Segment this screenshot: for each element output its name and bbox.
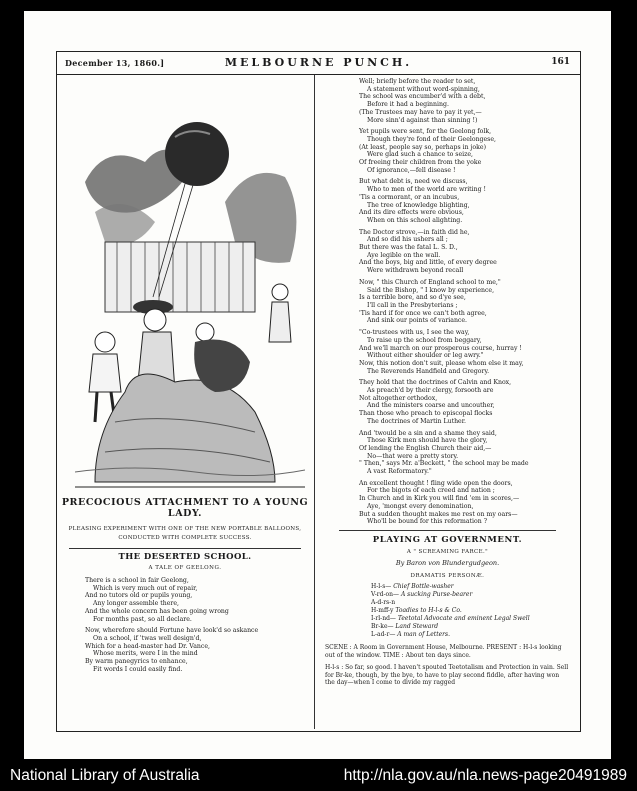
poem-line: I'll call in the Presbyterians ; <box>367 301 458 309</box>
poem-stanza <box>359 379 576 425</box>
poem-line: Though they're fond of their Geelongese, <box>367 135 496 143</box>
illustration-subtitle-line1: PLEASING EXPERIMENT WITH ONE OF THE NEW PORTABLE BALLOONS, <box>68 526 302 532</box>
cast-entry <box>371 631 576 639</box>
cast-role: A sucking Purse-bearer <box>399 590 473 598</box>
poem-line: And its dire effects were obvious, <box>359 209 464 217</box>
poem-stanza <box>359 480 576 526</box>
poem-line: No—that were a pretty story. <box>367 452 459 460</box>
poem-line: Well; briefly before the reader to set, <box>359 78 476 85</box>
poem-line: And the whole concern has been going wrong <box>85 607 229 615</box>
poem-line: On a school, if 'twas well design'd, <box>93 634 202 642</box>
poem-line: Whose merits, were I in the mind <box>93 650 198 658</box>
masthead-title: MELBOURNE PUNCH. <box>224 56 413 69</box>
poem-line: More sinn'd against than sinning !) <box>367 116 478 124</box>
dramatis-heading: DRAMATIS PERSONÆ. <box>410 572 485 579</box>
poem-line: Were glad such a chance to seize, <box>367 151 473 159</box>
poem-stanza <box>359 430 576 476</box>
poem-line: Before it had a beginning. <box>367 101 449 109</box>
poem-line: And sink our points of variance. <box>367 317 468 325</box>
cast-name: Br-ke— <box>371 622 394 630</box>
poem-line: An excellent thought ! fling wide open the doors, <box>359 479 513 487</box>
poem-line: Now, wherefore should Fortune have look'd so askance <box>85 627 259 635</box>
cast-entry <box>371 615 576 623</box>
poem-line: For the bigots of each creed and nation ; <box>367 487 495 495</box>
scene-dialogue: H-l-s : So far, so good. I haven't spouted Teetotalism and Protection in vain. Sell for Br-ke, though, by the bye, to have to play second fiddle, after having won the day—when I come to divide my ragged <box>325 664 569 687</box>
poem-line: Now, this notion don't suit, please whom else it may, <box>359 359 524 367</box>
poem-line: Which for a head-master had Dr. Vance, <box>85 642 210 650</box>
poem-line: Were withdrawn beyond recall <box>367 267 464 275</box>
cast-role: Teetotal Advocate and eminent Legal Swell <box>395 614 530 622</box>
poem-stanza <box>85 577 309 623</box>
balloon-illustration <box>75 92 305 492</box>
poem-line: Aye legible on the wall. <box>367 251 441 259</box>
poem-line: Said the Bishop, " I know by experience, <box>367 286 495 294</box>
cast-entry <box>371 591 576 599</box>
poem-stanza <box>85 627 309 673</box>
page-number: 161 <box>551 57 570 67</box>
article-title: THE DESERTED SCHOOL. <box>118 552 252 562</box>
footer-bar <box>0 759 637 791</box>
cast-name: L-ad-r— <box>371 630 396 638</box>
poem-line: And we'll march on our prosperous course, hurray ! <box>359 344 522 352</box>
poem-line: Not altogether orthodox, <box>359 394 438 402</box>
poem-line: Fit words I could easily find. <box>93 665 183 673</box>
poem-line: Is a terrible bore, and so d'ye see, <box>359 294 466 302</box>
engraving-image <box>75 92 305 492</box>
column-divider <box>314 75 315 729</box>
poem-line: A vast Reformatory." <box>367 468 432 476</box>
left-column <box>61 78 309 677</box>
cast-entry <box>371 607 576 615</box>
cast-role: A man of Letters. <box>395 630 451 638</box>
illustration-subtitle-line2: CONDUCTED WITH COMPLETE SUCCESS. <box>118 535 252 541</box>
poem-line: Than those who preach to episcopal flocks <box>359 410 493 418</box>
cast-name: I-rl-nd— <box>371 614 396 622</box>
poem-line: Which is very much out of repair, <box>93 584 198 592</box>
poem-stanza <box>359 279 576 325</box>
cast-list <box>319 583 576 639</box>
cast-name: V-rd-on— <box>371 590 400 598</box>
cast-role: Toadies to H-l-s & Co. <box>393 606 462 614</box>
poem-line: The school was encumber'd with a debt, <box>359 93 486 101</box>
poem-line: " Then," says Mr. a'Beckett, " the school may be made <box>359 460 529 468</box>
poem-line: The tree of knowledge blighting, <box>367 201 470 209</box>
cast-entry <box>371 599 576 607</box>
cast-role: Land Steward <box>393 622 439 630</box>
right-column <box>319 78 576 687</box>
poem-line: Without either shoulder or leg awry." <box>367 352 484 360</box>
cast-name: H-mff-y <box>371 606 394 614</box>
poem-right <box>319 78 576 526</box>
poem-line: Who'll be bound for this reformation ? <box>367 518 488 526</box>
poem-line: By warm panegyrics to enhance, <box>85 658 188 666</box>
cast-role: Chief Bottle-washer <box>391 582 454 590</box>
issue-date: December 13, 1860.] <box>65 58 165 68</box>
play-title: PLAYING AT GOVERNMENT. <box>372 534 523 545</box>
poem-line: And no tutors old or pupils young, <box>85 592 193 600</box>
poem-line: 'Tis hard if for once we can't both agree, <box>359 309 487 317</box>
illustration-subtitle <box>61 525 309 543</box>
poem-line: Aye, 'mongst every denomination, <box>367 502 474 510</box>
poem-stanza <box>359 178 576 224</box>
footer-library-name: National Library of Australia <box>10 767 200 784</box>
article-subtitle: A TALE OF GEELONG. <box>148 565 222 571</box>
scene-direction: SCENE : A Room in Government House, Melbourne. PRESENT : H-l-s looking out of the window. TIME : About ten days since. <box>325 643 562 659</box>
poem-line: Any longer assemble there, <box>93 600 180 608</box>
poem-line: But a sudden thought makes me rest on my oars— <box>359 510 518 518</box>
poem-line: They hold that the doctrines of Calvin and Knox, <box>359 379 512 387</box>
poem-line: Of lending the English Church their aid,— <box>359 444 492 452</box>
poem-line: Yet pupils were sent, for the Geelong folk, <box>359 128 492 136</box>
poem-stanza <box>359 128 576 174</box>
poem-line: "Co-trustees with us, I see the way, <box>359 329 470 337</box>
poem-line: And the boys, big and little, of every degree <box>359 259 497 267</box>
poem-line: For months past, so all declare. <box>93 615 192 623</box>
poem-line: But there was the fatal L. S. D., <box>359 244 458 252</box>
cast-entry <box>371 623 576 631</box>
poem-line: Now, " this Church of England school to me," <box>359 278 501 286</box>
poem-line: As preach'd by their clergy, forsooth are <box>367 387 494 395</box>
poem-line: The doctrines of Martin Luther. <box>367 417 466 425</box>
newspaper-page <box>24 11 611 759</box>
poem-left <box>61 577 309 673</box>
footer-url[interactable]: http://nla.gov.au/nla.news-page20491989 <box>343 767 627 784</box>
poem-line: A statement without word-spinning, <box>367 85 480 93</box>
poem-line: Those Kirk men should have the glory, <box>367 437 488 445</box>
poem-stanza <box>359 329 576 375</box>
cast-name: H-l-s— <box>371 582 392 590</box>
poem-line: There is a school in fair Geelong, <box>85 577 189 584</box>
poem-line: In Church and in Kirk you will find 'em in scores,— <box>359 495 520 503</box>
illustration-title: PRECOCIOUS ATTACHMENT TO A YOUNG LADY. <box>61 497 309 519</box>
poem-line: The Reverends Handfield and Gregory. <box>367 367 490 375</box>
poem-stanza <box>359 229 576 275</box>
poem-line: 'Tis a cormorant, or an incubus, <box>359 193 460 201</box>
poem-line: Of freeing their children from the yoke <box>359 159 482 167</box>
section-rule <box>69 548 301 549</box>
page-frame <box>56 51 581 732</box>
poem-line: To raise up the school from beggary, <box>367 336 482 344</box>
poem-line: The Doctor strove,—in faith did he, <box>359 228 470 236</box>
play-subtitle: A " SCREAMING FARCE." <box>406 548 489 555</box>
poem-line: But what debt is, need we discuss, <box>359 178 468 186</box>
cast-name: A-d-rs-n <box>371 598 396 606</box>
play-byline: By Baron von Blundergudgeon. <box>395 558 500 567</box>
poem-stanza <box>359 78 576 124</box>
poem-line: Of ignorance,—fell disease ! <box>367 166 456 174</box>
poem-line: And the ministers coarse and uncouther, <box>367 402 495 410</box>
page-header <box>57 52 580 75</box>
poem-line: When on this school alighting. <box>367 216 463 224</box>
poem-line: And 'twould be a sin and a shame they said, <box>359 429 497 437</box>
poem-line: (At least, people say so, perhaps in joke) <box>359 143 486 151</box>
section-rule <box>339 530 556 531</box>
poem-line: And so did his ushers all ; <box>367 236 448 244</box>
cast-entry <box>371 583 576 591</box>
poem-line: (The Trustees may have to pay it yet,— <box>359 108 482 116</box>
poem-line: Who to men of the world are writing ! <box>367 186 487 194</box>
